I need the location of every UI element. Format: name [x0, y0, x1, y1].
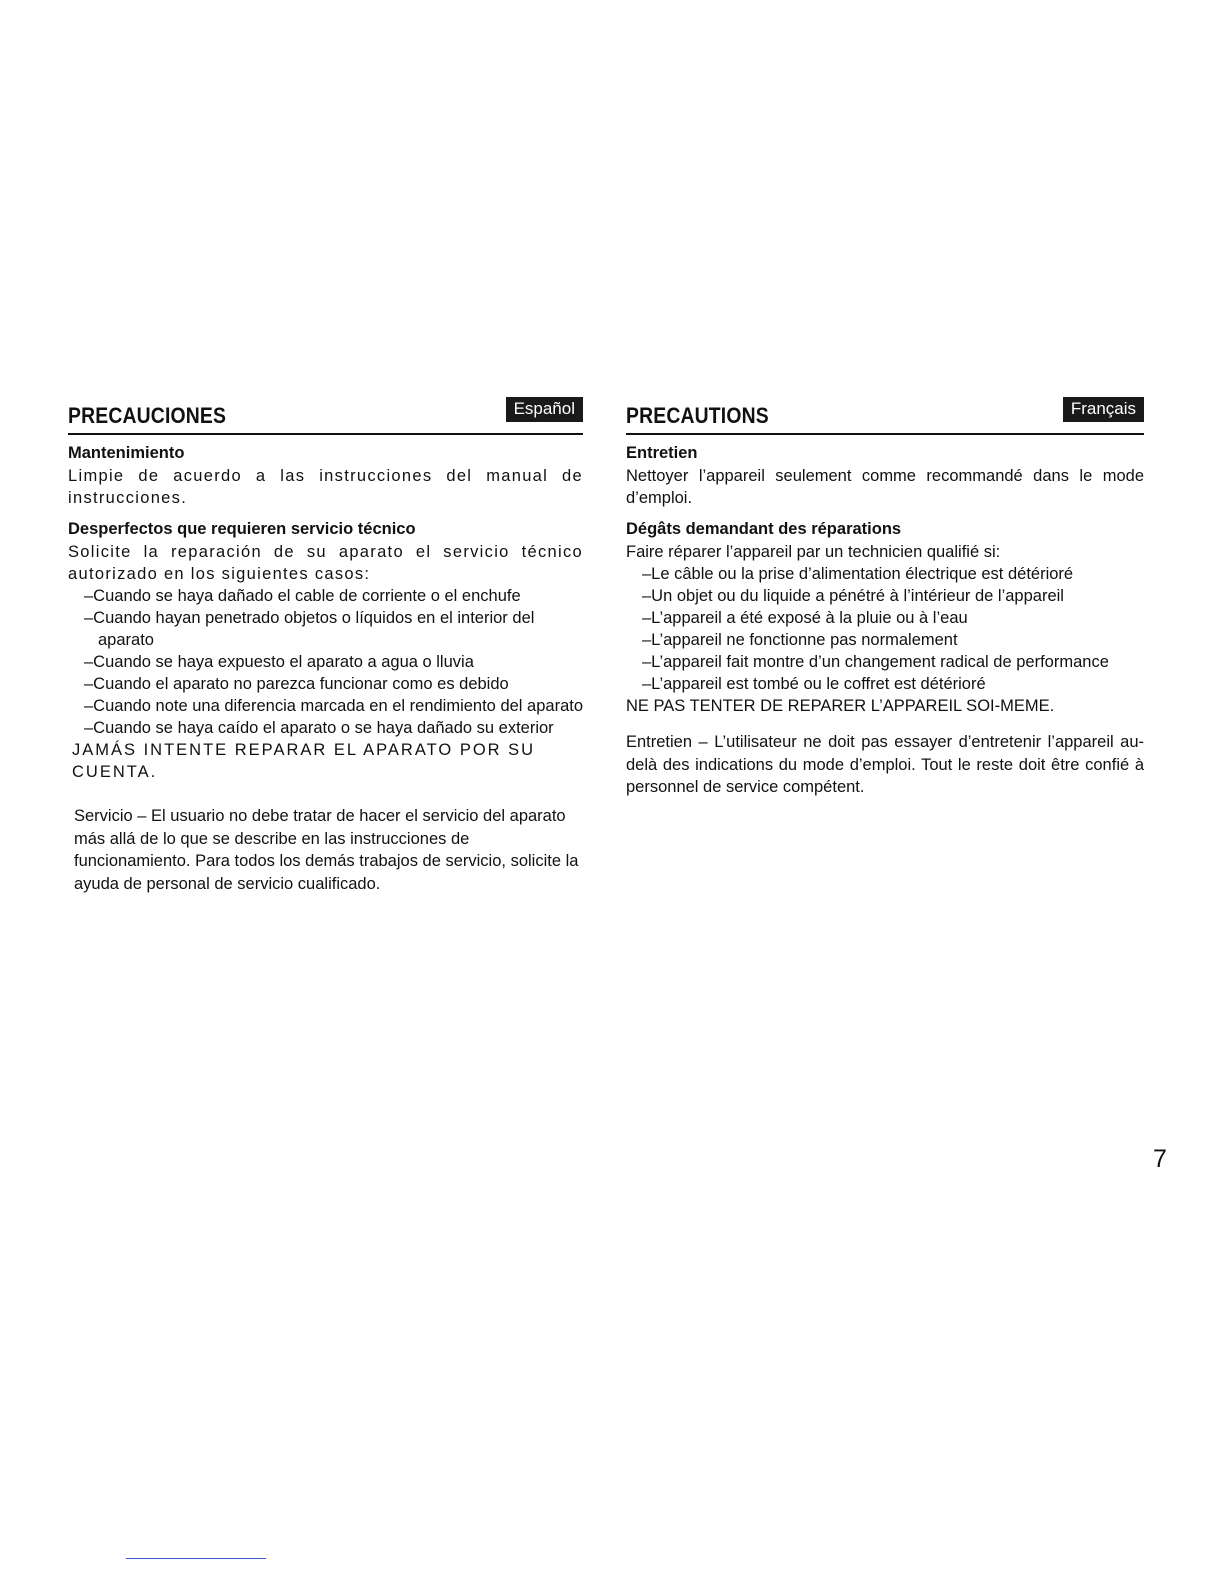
- french-language-badge: Français: [1063, 397, 1144, 422]
- spanish-service-heading: Desperfectos que requieren servicio técnico: [68, 520, 416, 538]
- french-maintenance-text: Nettoyer l’appareil seulement comme recommandé dans le mode d’emploi.: [626, 467, 1144, 507]
- list-item: –L’appareil ne fonctionne pas normalement: [642, 631, 958, 649]
- list-item: –Cuando se haya expuesto el aparato a agua o lluvia: [84, 653, 474, 671]
- spanish-header: [68, 395, 583, 435]
- list-item: –L’appareil a été exposé à la pluie ou à l’eau: [642, 609, 968, 627]
- list-item: –L’appareil est tombé ou le coffret est détérioré: [642, 675, 986, 693]
- list-item: –Cuando el aparato no parezca funcionar como es debido: [84, 675, 509, 693]
- spanish-service-intro: Solicite la reparación de su aparato el servicio técnico autorizado en los siguientes casos:: [68, 543, 583, 583]
- french-title: PRECAUTIONS: [626, 403, 769, 428]
- spanish-warning: JAMÁS INTENTE REPARAR EL APARATO POR SU CUENTA.: [72, 741, 536, 781]
- list-item: –Un objet ou du liquide a pénétré à l’intérieur de l’appareil: [642, 587, 1064, 605]
- spanish-language-badge: Español: [506, 397, 583, 422]
- spanish-title: PRECAUCIONES: [68, 403, 227, 428]
- french-header: [626, 395, 1144, 435]
- list-item: –Cuando note una diferencia marcada en el rendimiento del aparato: [84, 697, 584, 715]
- list-item: –Cuando se haya dañado el cable de corriente o el enchufe: [84, 587, 521, 605]
- footer-rule: [126, 1558, 266, 1559]
- list-item: –Cuando hayan penetrado objetos o líquidos en el interior del aparato: [84, 609, 535, 649]
- french-service-heading: Dégâts demandant des réparations: [626, 520, 902, 538]
- spanish-service-list: [68, 585, 583, 739]
- list-item: –Cuando se haya caído el aparato o se haya dañado su exterior: [84, 719, 554, 737]
- french-service-note: Entretien – L’utilisateur ne doit pas essayer d’entretenir l’appareil au-delà des indications du mode d’emploi. Tout le reste doit être confié à personnel de service compétent.: [626, 733, 1144, 796]
- french-maintenance-heading: Entretien: [626, 444, 698, 462]
- list-item: –L’appareil fait montre d’un changement radical de performance: [642, 653, 1109, 671]
- spanish-maintenance-heading: Mantenimiento: [68, 444, 185, 462]
- list-item: –Le câble ou la prise d’alimentation électrique est détérioré: [642, 565, 1074, 583]
- spanish-maintenance-text: Limpie de acuerdo a las instrucciones del manual de instrucciones.: [68, 467, 583, 507]
- spanish-service-note: Servicio – El usuario no debe tratar de hacer el servicio del aparato más allá de lo que se describe en las instrucciones de funcionamiento. Para todos los demás trabajos de servicio, solicite la ayuda de personal de servicio cualificado.: [74, 807, 579, 893]
- spanish-section: [68, 395, 583, 895]
- french-section: [626, 395, 1144, 799]
- french-service-intro: Faire réparer l’appareil par un technicien qualifié si:: [626, 543, 1001, 561]
- french-service-list: [626, 563, 1144, 695]
- french-warning: NE PAS TENTER DE REPARER L’APPAREIL SOI-MEME.: [626, 697, 1055, 715]
- page-number: 7: [1153, 1145, 1167, 1173]
